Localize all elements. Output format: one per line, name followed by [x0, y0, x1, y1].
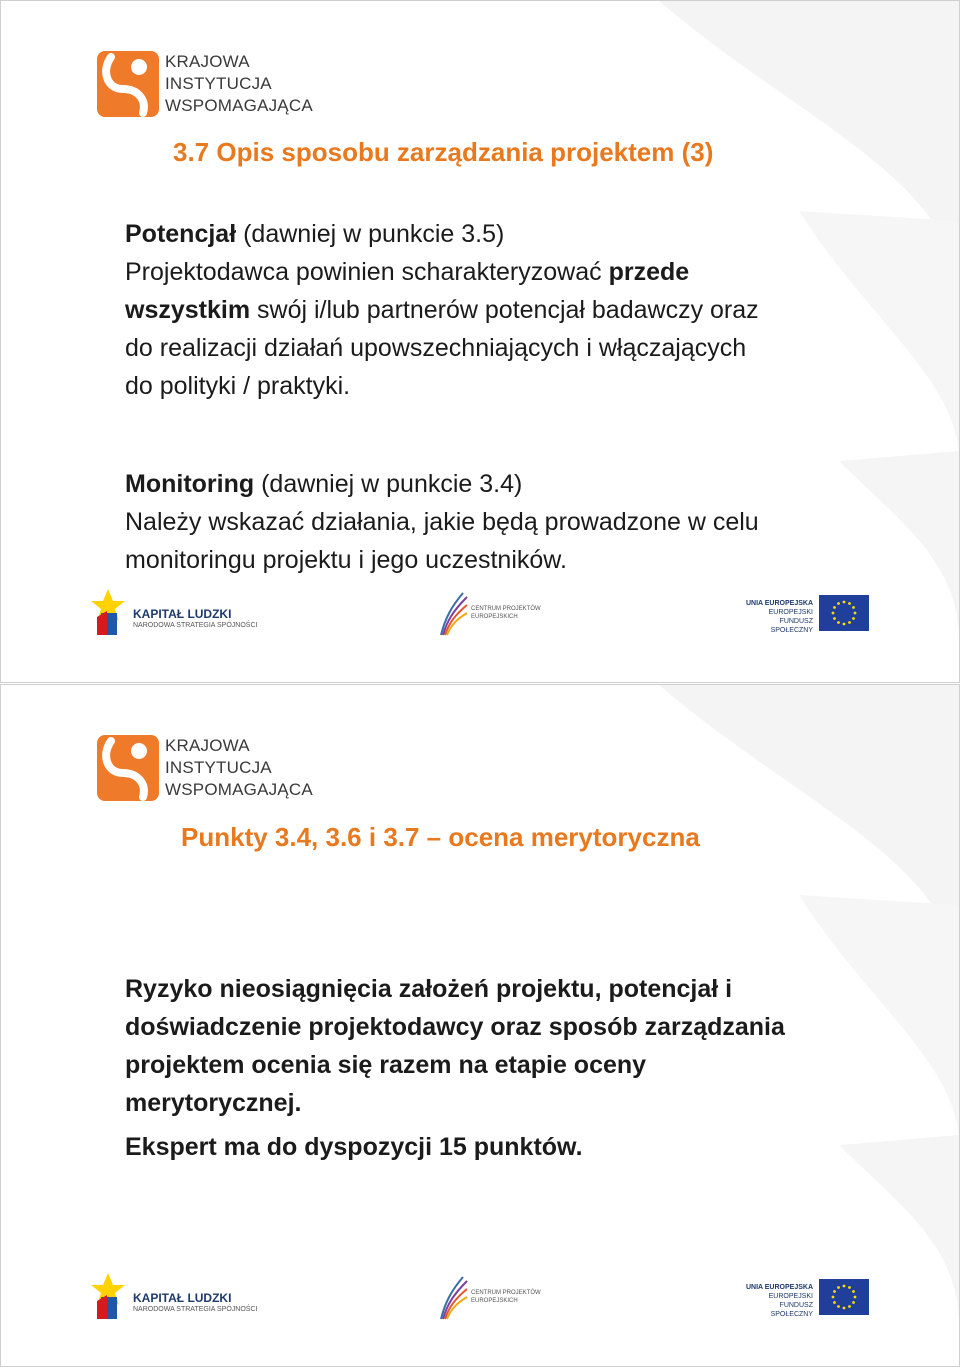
centrum-projektow-text	[471, 1289, 541, 1305]
footer-logos	[1, 1265, 960, 1335]
centrum-projektow-icon	[439, 1275, 469, 1321]
potencjal-text-1: Projektodawca powinien scharakteryzować	[125, 258, 609, 286]
potencjal-ref: (dawniej w punkcie 3.5)	[236, 220, 505, 248]
eu-line-2: EUROPEJSKI	[768, 1293, 813, 1300]
centrum-projektow-icon	[439, 591, 469, 637]
eu-line-1: UNIA EUROPEJSKA	[745, 1284, 813, 1291]
eu-flag-icon	[819, 1279, 869, 1315]
centrum-line-1: CENTRUM PROJEKTÓW	[471, 1290, 541, 1296]
potencjal-line-2	[125, 291, 865, 329]
kis-line-1: KRAJOWA	[165, 52, 250, 71]
monitoring-heading-line	[125, 465, 865, 503]
potencjal-line-4: do polityki / praktyki.	[125, 372, 351, 400]
centrum-line-2: EUROPEJSKICH	[471, 1298, 518, 1304]
kapital-ludzki-icon	[91, 587, 125, 637]
monitoring-line-2: monitoringu projektu i jego uczestników.	[125, 546, 567, 574]
monitoring-heading: Monitoring	[125, 470, 255, 498]
kapital-ludzki-subtext: NARODOWA STRATEGIA SPÓJNOŚCI	[133, 622, 258, 629]
monitoring-section	[125, 465, 865, 579]
kis-logo	[97, 731, 327, 811]
eu-line-2: EUROPEJSKI	[768, 609, 813, 616]
eu-flag-icon	[819, 595, 869, 631]
monitoring-ref: (dawniej w punkcie 3.4)	[254, 470, 523, 498]
potencjal-text-2: swój i/lub partnerów potencjał badawczy oraz	[250, 296, 759, 324]
kis-text	[165, 735, 313, 801]
eu-line-1: UNIA EUROPEJSKA	[745, 600, 813, 607]
assessment-section	[125, 970, 865, 1166]
slide-1	[0, 0, 960, 683]
kis-text	[165, 51, 313, 117]
kapital-ludzki-logo	[91, 587, 258, 639]
para-line-3: projektem ocenia się razem na etapie oceny	[125, 1051, 647, 1079]
potencjal-line-3: do realizacji działań upowszechniających i włączających	[125, 334, 747, 362]
centrum-projektow-logo	[439, 1275, 549, 1323]
potencjal-heading: Potencjał	[125, 220, 237, 248]
slide-title: Punkty 3.4, 3.6 i 3.7 – ocena merytoryczna	[181, 822, 700, 852]
centrum-projektow-logo	[439, 591, 549, 639]
eu-text	[739, 1283, 813, 1319]
eu-logo	[739, 1279, 871, 1319]
eu-line-3: FUNDUSZ SPOŁECZNY	[770, 1302, 813, 1318]
para-line-2: doświadczenie projektodawcy oraz sposób zarządzania	[125, 1013, 785, 1041]
eu-text	[739, 599, 813, 635]
eu-logo	[739, 595, 871, 635]
kapital-ludzki-subtext: NARODOWA STRATEGIA SPÓJNOŚCI	[133, 1306, 258, 1313]
kis-line-3: WSPOMAGAJĄCA	[165, 780, 313, 799]
centrum-projektow-text	[471, 605, 541, 621]
kis-line-2: INSTYTUCJA	[165, 74, 272, 93]
potencjal-bold-1: przede	[608, 258, 690, 286]
kis-logo	[97, 47, 327, 127]
eu-line-3: FUNDUSZ SPOŁECZNY	[770, 618, 813, 634]
centrum-line-2: EUROPEJSKICH	[471, 614, 518, 620]
potencjal-line-1	[125, 253, 865, 291]
monitoring-line-1: Należy wskazać działania, jakie będą prowadzone w celu	[125, 508, 759, 536]
kapital-ludzki-logo	[91, 1271, 258, 1323]
potencjal-section	[125, 215, 865, 405]
para-line-4: merytorycznej.	[125, 1089, 302, 1117]
kis-mark-icon	[97, 51, 159, 117]
slide-title: 3.7 Opis sposobu zarządzania projektem (3)	[173, 137, 714, 167]
kapital-ludzki-icon	[91, 1271, 125, 1321]
kapital-ludzki-text: KAPITAŁ LUDZKI	[133, 1291, 232, 1305]
kis-line-1: KRAJOWA	[165, 736, 250, 755]
kapital-ludzki-text: KAPITAŁ LUDZKI	[133, 607, 232, 621]
footer-logos	[1, 581, 960, 651]
kis-mark-icon	[97, 735, 159, 801]
potencjal-heading-line	[125, 215, 865, 253]
kis-line-3: WSPOMAGAJĄCA	[165, 96, 313, 115]
para-line-1: Ryzyko nieosiągnięcia założeń projektu, potencjał i	[125, 975, 733, 1003]
slide-2	[0, 684, 960, 1367]
potencjal-bold-2: wszystkim	[125, 296, 251, 324]
centrum-line-1: CENTRUM PROJEKTÓW	[471, 606, 541, 612]
kis-line-2: INSTYTUCJA	[165, 758, 272, 777]
expert-line: Ekspert ma do dyspozycji 15 punktów.	[125, 1133, 583, 1161]
